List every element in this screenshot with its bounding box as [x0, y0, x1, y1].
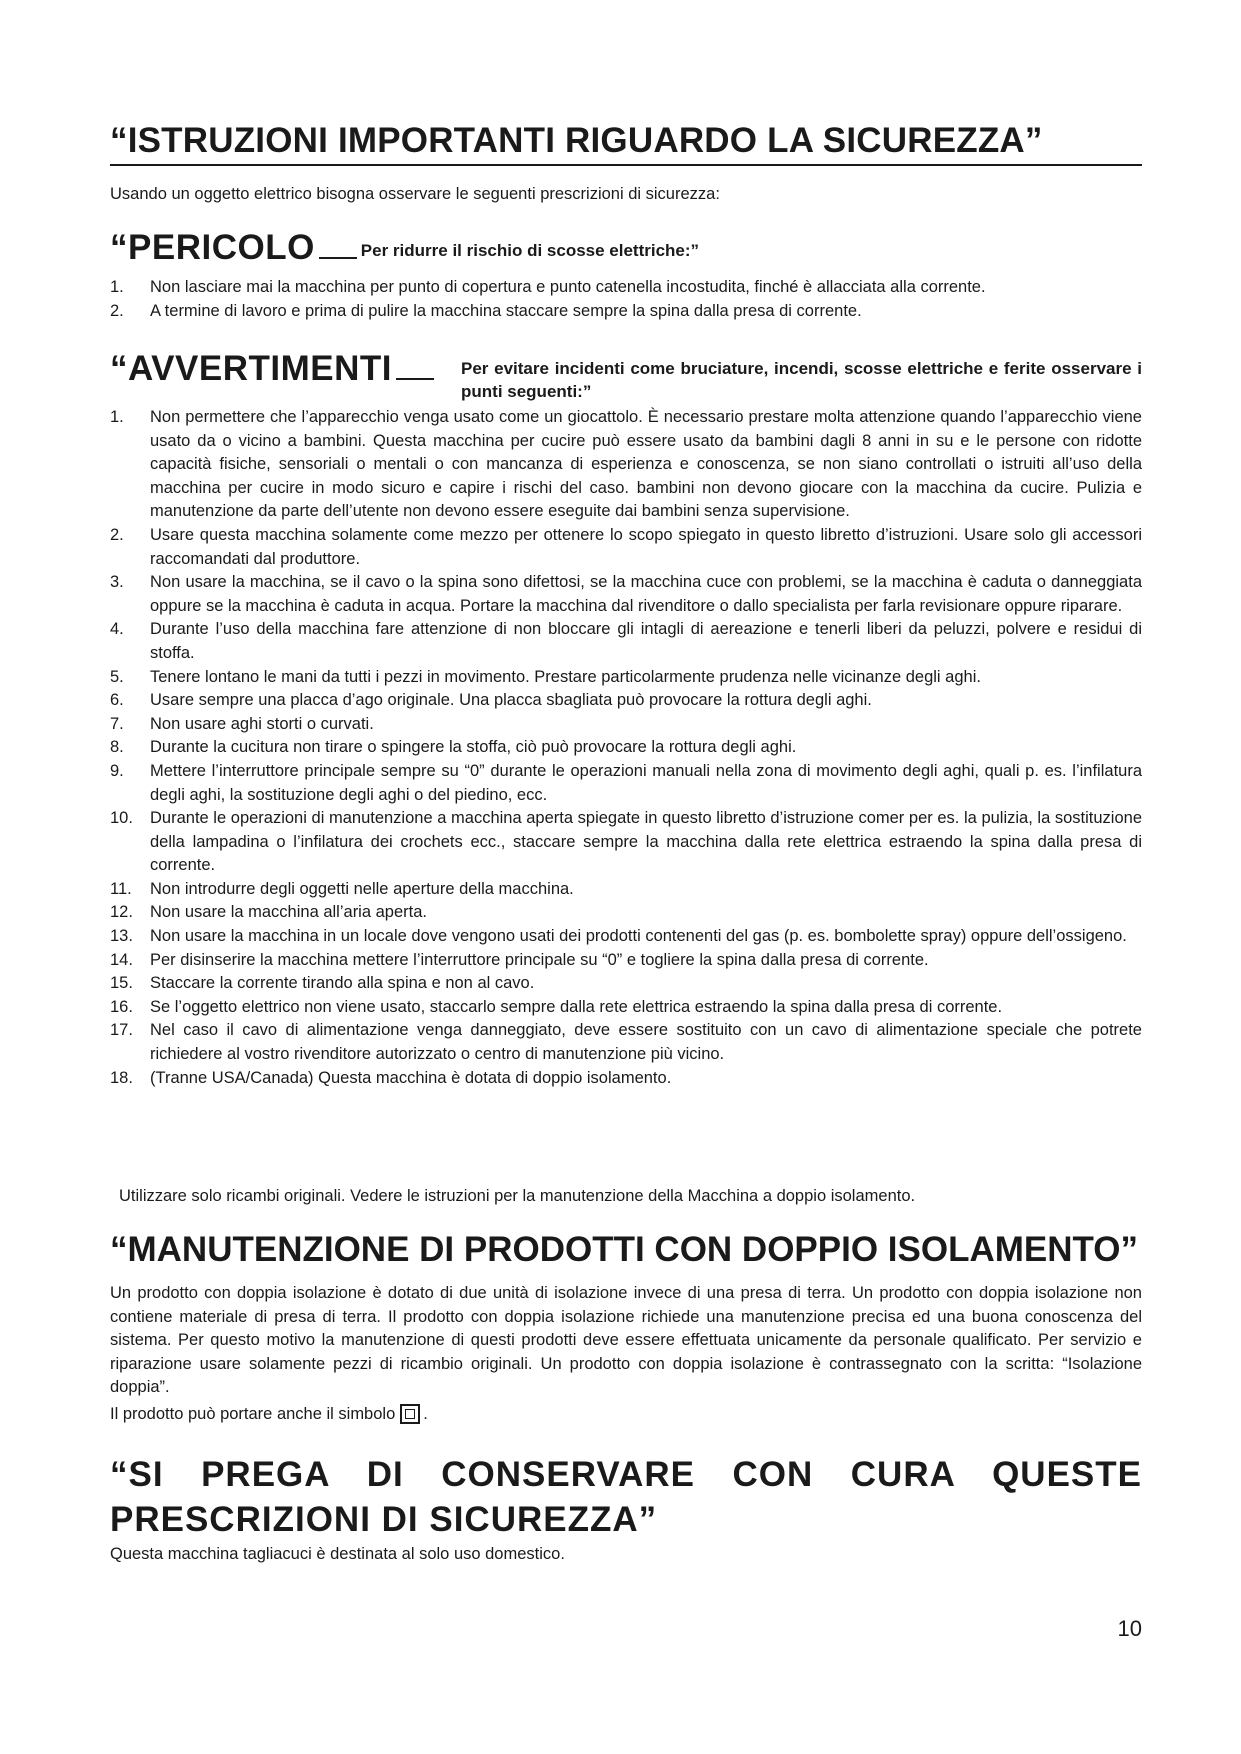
list-item-text: Non lasciare mai la macchina per punto di copertura e punto catenella incostudita, finché è allacciata alla corrente. [150, 278, 986, 296]
list-item-number: 12. [110, 903, 133, 922]
list-item [110, 925, 1142, 949]
list-item-number: 15. [110, 974, 133, 993]
list-item-text: Usare sempre una placca d’ago originale. Una placca sbagliata può provocare la rottura degli aghi. [150, 691, 872, 710]
pericolo-list [110, 276, 1142, 323]
list-item-number: 13. [110, 927, 133, 946]
list-item [110, 949, 1142, 973]
list-item [110, 571, 1142, 618]
list-item [110, 736, 1142, 760]
list-item-text: Durante la cucitura non tirare o spingere la stoffa, ciò può provocare la rottura degli aghi. [150, 738, 797, 757]
list-item-text: Non introdurre degli oggetti nelle aperture della macchina. [150, 879, 574, 898]
list-item-text: Usare questa macchina solamente come mezzo per ottenere lo scopo spiegato in questo libretto d’istruzioni. Usare solo gli accessori raccomandati dal produttore. [150, 525, 1142, 568]
avvertimenti-note: Utilizzare solo ricambi originali. Vedere le istruzioni per la manutenzione della Macchina a doppio isolamento. [119, 1187, 916, 1205]
avvertimenti-subheading: Per evitare incidenti come bruciature, incendi, scosse elettriche e ferite osservare i punti seguenti:” [461, 359, 1142, 401]
list-item-number: 1. [110, 408, 124, 426]
list-item-number: 10. [110, 809, 133, 828]
list-item-number: 2. [110, 525, 124, 544]
list-item-number: 1. [110, 278, 124, 296]
list-item-text: Non usare la macchina in un locale dove vengono usati dei prodotti contenenti del gas (p. es. bombolette spray) oppure dell’ossigeno. [150, 927, 1127, 946]
list-item-number: 3. [110, 573, 124, 592]
list-item [110, 1019, 1142, 1066]
list-item-text: Non usare aghi storti o curvati. [150, 714, 374, 733]
symbol-line [110, 1403, 428, 1425]
list-item-number: 16. [110, 997, 133, 1016]
list-item [110, 666, 1142, 690]
symbol-text: Il prodotto può portare anche il simbolo [110, 1405, 396, 1423]
list-item-number: 9. [110, 761, 124, 780]
list-item-text: Durante l’uso della macchina fare attenzione di non bloccare gli intagli di aereazione e tenerli liberi da peluzzi, polvere e residui di stoffa. [150, 620, 1142, 662]
list-item-number: 2. [110, 301, 124, 320]
page-number: 10 [1117, 1616, 1142, 1641]
manutenzione-heading: “MANUTENZIONE DI PRODOTTI CON DOPPIO ISOLAMENTO” [110, 1230, 1138, 1269]
list-item-text: A termine di lavoro e prima di pulire la macchina staccare sempre la spina dalla presa di corrente. [150, 301, 862, 320]
list-item-number: 11. [110, 879, 132, 898]
manutenzione-paragraph: Un prodotto con doppia isolazione è dotato di due unità di isolazione invece di una presa di terra. Un prodotto con doppia isolazione non contiene materiale di presa di terra. Il prodotto con doppia isolazione richiede una manutenzione precisa ed una buona conoscenza del sistema. Per questo motivo la manutenzione di questi prodotti deve essere effettuata unicamente da personale qualificato. Per servizio e riparazione usare solamente pezzi di ricambio originali. Un prodotto con doppia isolazione è contrassegnato con la scritta: “Isolazione doppia”. [110, 1284, 1142, 1397]
double-insulation-icon [400, 1404, 420, 1424]
list-item-text: Tenere lontano le mani da tutti i pezzi in movimento. Prestare particolarmente prudenza nelle vicinanze degli aghi. [150, 667, 981, 686]
symbol-after: . [423, 1405, 428, 1423]
page-title: “ISTRUZIONI IMPORTANTI RIGUARDO LA SICUREZZA” [110, 121, 1043, 160]
list-item-number: 5. [110, 667, 124, 686]
list-item-number: 7. [110, 714, 124, 733]
list-item [110, 972, 1142, 996]
list-item-text: Non usare la macchina all’aria aperta. [150, 903, 427, 922]
list-item [110, 760, 1142, 807]
heading-dash [319, 257, 357, 259]
list-item-text: Staccare la corrente tirando alla spina e non al cavo. [150, 974, 535, 993]
list-item [110, 618, 1142, 665]
list-item [110, 1067, 1142, 1091]
conservare-heading-text: “SI PREGA DI CONSERVARE CON CURA QUESTE PRESCRIZIONI DI SICUREZZA” [110, 1455, 1142, 1539]
list-item [110, 689, 1142, 713]
intro-text: Usando un oggetto elettrico bisogna osservare le seguenti prescrizioni di sicurezza: [110, 185, 720, 203]
list-item-text: Durante le operazioni di manutenzione a macchina aperta spiegate in questo libretto d’istruzione comer per es. la pulizia, la sostituzione della lampadina o l’infilatura dei crochets ecc., staccare sempre la macchina dalla rete elettrica estraendo la spina dalla presa di corrente. [150, 809, 1142, 875]
list-item-number: 18. [110, 1068, 133, 1087]
list-item [110, 901, 1142, 925]
pericolo-header [110, 228, 699, 268]
list-item [110, 276, 1142, 300]
list-item-text: Per disinserire la macchina mettere l’interruttore principale su “0” e togliere la spina dalla presa di corrente. [150, 950, 929, 969]
list-item-number: 6. [110, 691, 124, 710]
pericolo-heading: “PERICOLO [110, 228, 315, 267]
list-item-text: (Tranne USA/Canada) Questa macchina è dotata di doppio isolamento. [150, 1068, 672, 1087]
title-divider [110, 164, 1142, 166]
list-item-number: 4. [110, 620, 124, 639]
conservare-text: Questa macchina tagliacuci è destinata al solo uso domestico. [110, 1545, 565, 1563]
list-item-text: Se l’oggetto elettrico non viene usato, staccarlo sempre dalla rete elettrica estraendo la spina dalla presa di corrente. [150, 997, 1003, 1016]
list-item-text: Mettere l’interruttore principale sempre su “0” durante le operazioni manuali nella zona di movimento degli aghi, quali p. es. l’infilatura degli aghi, la sostituzione degli aghi o del piedino, ecc. [150, 761, 1142, 804]
avvertimenti-header [110, 349, 438, 389]
list-item-text: Nel caso il cavo di alimentazione venga danneggiato, deve essere sostituito con un cavo di alimentazione speciale che potrete richiedere al vostro rivenditore autorizzato o centro di manutenzione più vicino. [150, 1021, 1142, 1064]
conservare-heading [110, 1452, 1142, 1542]
list-item-number: 17. [110, 1021, 133, 1040]
pericolo-subheading: Per ridurre il rischio di scosse elettriche:” [360, 241, 700, 260]
avvertimenti-heading: “AVVERTIMENTI [110, 349, 392, 388]
heading-dash [396, 378, 434, 380]
list-item-number: 14. [110, 950, 133, 969]
list-item [110, 878, 1142, 902]
list-item [110, 406, 1142, 524]
list-item [110, 807, 1142, 878]
avvertimenti-list [110, 406, 1142, 1090]
list-item [110, 300, 1142, 324]
list-item-text: Non permettere che l’apparecchio venga usato come un giocattolo. È necessario prestare molta attenzione quando l’apparecchio viene usato da o vicino a bambini. Questa macchina per cucire può essere usato da bambini dagli 8 anni in su e le persone con ridotte capacità fisiche, sensoriali o mentali o con mancanza di esperienza e conoscenza, se non siano controllati o istruiti all’uso della macchina per cucire in modo sicuro e capire i rischi del caso. bambini non devono giocare con la macchina da cucire. Pulizia e manutenzione da parte dell’utente non devono essere eseguite dai bambini senza supervisione. [150, 408, 1142, 521]
list-item-number: 8. [110, 738, 124, 757]
list-item [110, 996, 1142, 1020]
list-item [110, 524, 1142, 571]
list-item [110, 713, 1142, 737]
list-item-text: Non usare la macchina, se il cavo o la spina sono difettosi, se la macchina cuce con problemi, se la macchina è caduta o danneggiata oppure se la macchina è caduta in acqua. Portare la macchina dal rivenditore o dallo specialista per farla revisionare oppure riparare. [150, 573, 1142, 615]
